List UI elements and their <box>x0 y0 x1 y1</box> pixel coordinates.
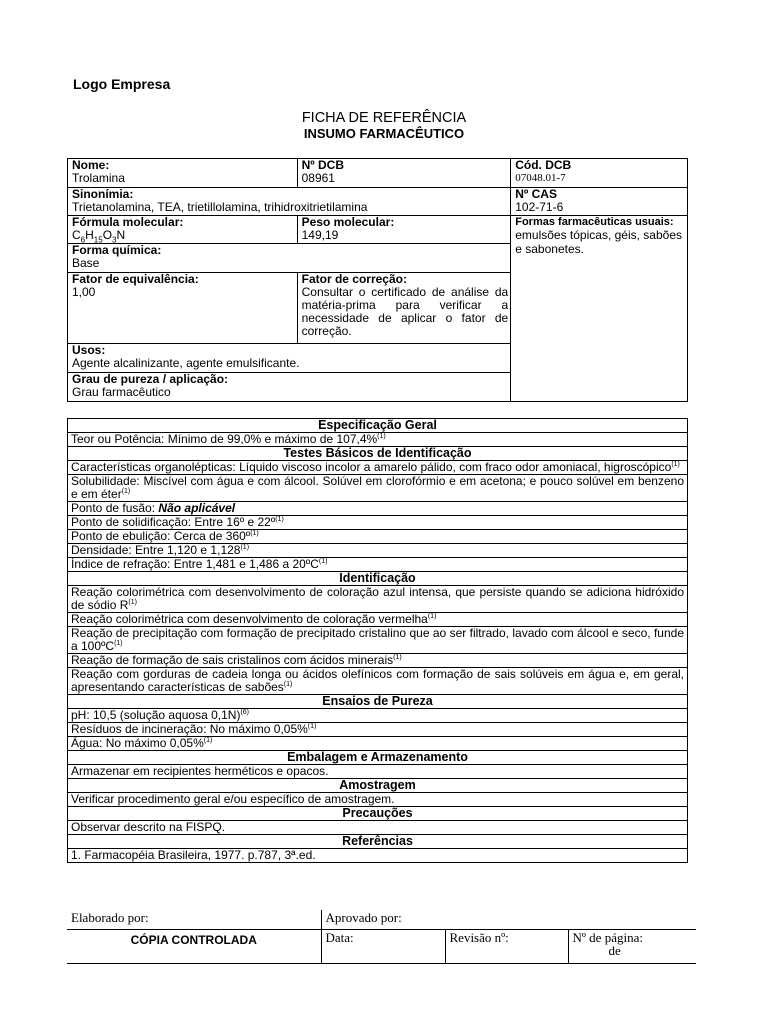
identificacao-row-5: Reação com gorduras de cadeia longa ou ácidos olefínicos com formação de sais solúveis em água e, em geral, apresentando características de sabões$^{(1)}$ <box>68 668 688 695</box>
formula-cell <box>68 216 298 244</box>
formas-value: emulsões tópicas, géis, sabões e sabonetes. <box>515 228 682 256</box>
correcao-value: Consultar o certificado de análise da matéria-prima para verificar a necessidade de aplicar o fator de correção. <box>301 285 509 338</box>
pagina-de-label: de <box>608 942 621 958</box>
peso-value: 149,19 <box>301 228 339 242</box>
section-header-referencias: Referências <box>68 835 688 849</box>
nome-cell <box>68 159 298 188</box>
cas-cell <box>511 188 688 216</box>
nome-value: Trolamina <box>72 171 125 185</box>
agua-row: Água: No máximo 0,05%$^{(1)}$ <box>68 737 688 751</box>
usos-value: Agente alcalinizante, agente emulsificante. <box>72 356 300 370</box>
embalagem-row: Armazenar em recipientes herméticos e opacos. <box>68 765 688 779</box>
document-title: FICHA DE REFERÊNCIA <box>301 110 467 126</box>
fusao-row: Ponto de fusão: Não aplicável <box>68 502 688 516</box>
grau-cell <box>68 373 511 402</box>
refracao-row: Índice de refração: Entre 1,481 e 1,486 a 20ºC$^{(1)}$ <box>68 558 688 572</box>
solubilidade-row: Solubilidade: Miscível com água e com álcool. Solúvel em clorofórmio e em acetona; e pouco solúvel em benzeno e em éter$^{(1)}$ <box>68 475 688 502</box>
correcao-label: Fator de correção: <box>301 272 407 286</box>
document-subtitle: INSUMO FARMACÊUTICO <box>303 126 465 141</box>
amostragem-row: Verificar procedimento geral e/ou específico de amostragem. <box>68 793 688 807</box>
solidificacao-row: Ponto de solidificação: Entre 16º e 22º$^{(1)}$ <box>68 516 688 530</box>
footer-table <box>67 910 696 964</box>
forma-quimica-cell <box>68 244 511 273</box>
densidade-row: Densidade: Entre 1,120 e 1,128$^{(1)}$ <box>68 544 688 558</box>
copia-controlada-label: CÓPIA CONTROLADA <box>67 929 321 963</box>
specification-table <box>67 418 688 863</box>
section-header-geral: Especificação Geral <box>68 419 688 433</box>
data-field: Data: <box>321 929 445 963</box>
section-header-precaucoes: Precauções <box>68 807 688 821</box>
identificacao-row-4: Reação de formação de sais cristalinos com ácidos minerais$^{(1)}$ <box>68 654 688 668</box>
identificacao-row-2: Reação colorimétrica com desenvolvimento de coloração vermelha$^{(1)}$ <box>68 613 688 627</box>
sinonimia-value: Trietanolamina, TEA, trietillolamina, trihidroxitrietilamina <box>72 200 368 214</box>
sinonimia-cell <box>68 188 511 216</box>
correcao-cell <box>297 273 511 344</box>
formula-value: $C_6H_{15}O_3N$ <box>72 228 126 245</box>
identification-table <box>67 158 688 402</box>
equivalencia-cell <box>68 273 298 344</box>
formas-cell <box>511 216 688 402</box>
cod-dcb-cell <box>511 159 688 188</box>
section-header-testes: Testes Básicos de Identificação <box>68 447 688 461</box>
grau-label: Grau de pureza / aplicação: <box>72 372 229 386</box>
cas-label: Nº CAS <box>515 187 557 201</box>
precaucoes-row: Observar descrito na FISPQ. <box>68 821 688 835</box>
peso-label: Peso molecular: <box>301 215 395 229</box>
residuos-row: Resíduos de incineração: No máximo 0,05%$^{(1)}$ <box>68 723 688 737</box>
grau-value: Grau farmacêutico <box>72 385 171 399</box>
usos-cell <box>68 344 511 373</box>
cas-value: 102-71-6 <box>515 200 564 214</box>
pagina-label: Nº de página: <box>572 929 643 945</box>
forma-quimica-value: Base <box>72 256 100 270</box>
equivalencia-value: 1,00 <box>72 285 96 299</box>
section-header-embalagem: Embalagem e Armazenamento <box>68 751 688 765</box>
peso-cell <box>297 216 511 244</box>
identificacao-row-1: Reação colorimétrica com desenvolvimento de coloração azul intensa, que persiste quando se adiciona hidróxido de sódio $R^{(1)}$ <box>68 586 688 613</box>
formula-label: Fórmula molecular: <box>72 215 184 229</box>
section-header-identificacao: Identificação <box>68 572 688 586</box>
dcb-cell <box>297 159 511 188</box>
pagina-field <box>568 929 696 963</box>
revisao-field: Revisão nº: <box>445 929 568 963</box>
organolepticas-row: Características organolépticas: Líquido viscoso incolor a amarelo pálido, com fraco odor amoniacal, higroscópico$^{(1)}$ <box>68 461 688 475</box>
teor-row: Teor ou Potência: Mínimo de 99,0% e máximo de 107,4%$^{(1)}$ <box>68 433 688 447</box>
usos-label: Usos: <box>72 343 106 357</box>
nome-label: Nome: <box>72 158 110 172</box>
dcb-label: Nº DCB <box>301 158 344 172</box>
ph-row: pH: 10,5 (solução aquosa 0,1N)$^{(6)}$ <box>68 709 688 723</box>
referencias-row: 1. Farmacopéia Brasileira, 1977. p.787, 3ª.ed. <box>68 849 688 863</box>
section-header-pureza: Ensaios de Pureza <box>68 695 688 709</box>
aprovado-field: Aprovado por: <box>321 910 696 929</box>
ebulicao-row: Ponto de ebulição: Cerca de 360º$^{(1)}$ <box>68 530 688 544</box>
section-header-amostragem: Amostragem <box>68 779 688 793</box>
identificacao-row-3: Reação de precipitação com formação de precipitado cristalino que ao ser filtrado, lavado com álcool e seco, funde a 100ºC$^{(1)}$ <box>68 627 688 654</box>
formas-label: Formas farmacêuticas usuais: <box>515 216 674 228</box>
cod-dcb-value: 07048.01-7 <box>515 172 566 184</box>
company-logo-text: Logo Empresa <box>73 76 171 92</box>
equivalencia-label: Fator de equivalência: <box>72 272 199 286</box>
cod-dcb-label: Cód. DCB <box>515 158 572 172</box>
sinonimia-label: Sinonímia: <box>72 187 134 201</box>
elaborado-field: Elaborado por: <box>67 910 321 929</box>
dcb-value: 08961 <box>301 171 335 185</box>
forma-quimica-label: Forma química: <box>72 243 162 257</box>
